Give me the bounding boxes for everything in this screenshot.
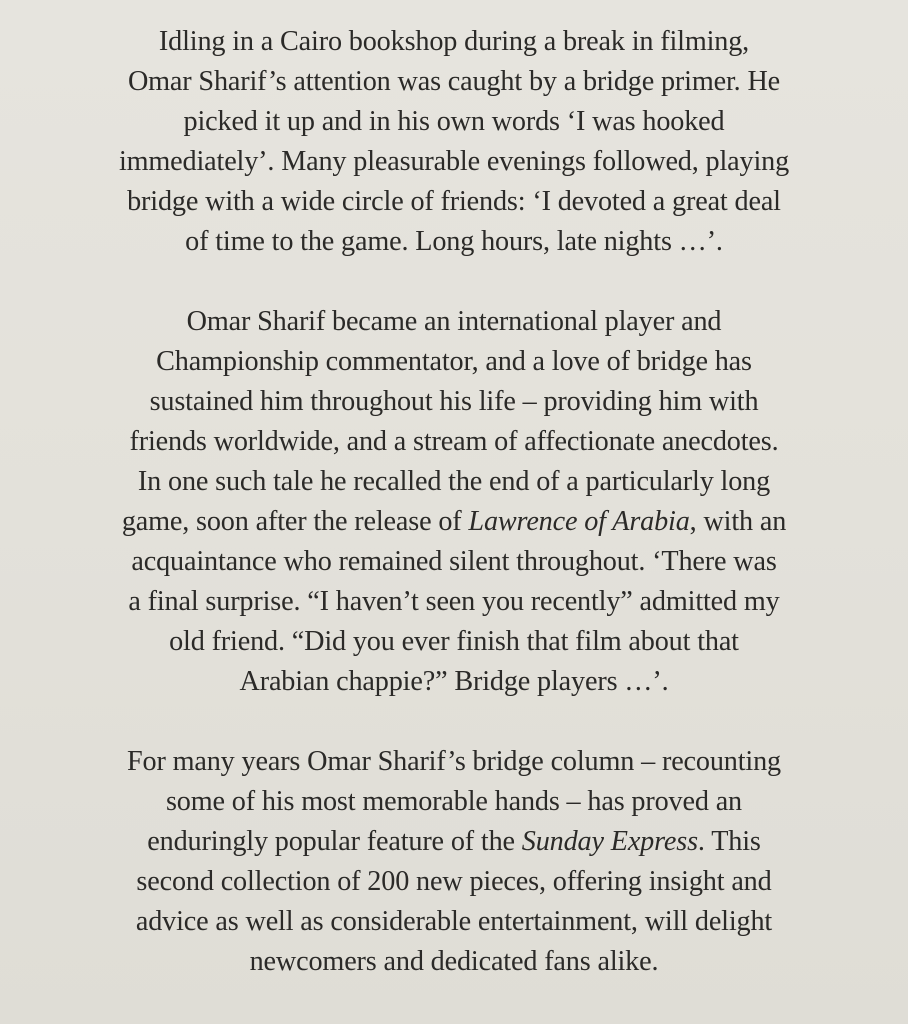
text-line: old friend. “Did you ever finish that film about that: [169, 626, 739, 657]
text-line: Arabian chappie?” Bridge players …’.: [239, 666, 669, 697]
text-line: friends worldwide, and a stream of affectionate anecdotes.: [129, 426, 779, 457]
paragraph-intro: [0, 22, 908, 262]
newspaper-title: Sunday Express: [521, 826, 698, 857]
text-line: advice as well as considerable entertainment, will delight: [135, 906, 773, 937]
text-line: Idling in a Cairo bookshop during a break in filming,: [158, 26, 750, 57]
text-segment: . This: [697, 826, 761, 857]
text-line: newcomers and dedicated fans alike.: [249, 946, 659, 977]
text-line: picked it up and in his own words ‘I was hooked: [183, 106, 725, 137]
text-line: Championship commentator, and a love of bridge has: [156, 346, 752, 377]
text-line: sustained him throughout his life – providing him with: [149, 386, 759, 417]
text-segment: game, soon after the release of: [121, 506, 469, 537]
text-line: of time to the game. Long hours, late nights …’.: [185, 226, 723, 257]
text-segment: , with an: [689, 506, 787, 537]
text-line: a final surprise. “I haven’t seen you recently” admitted my: [128, 586, 780, 617]
text-line: second collection of 200 new pieces, offering insight and: [136, 866, 772, 897]
film-title: Lawrence of Arabia: [468, 506, 690, 537]
text-line: Omar Sharif became an international player and: [186, 306, 722, 337]
paragraph-anecdote: [0, 302, 908, 702]
text-line: [0, 822, 908, 862]
text-line: some of his most memorable hands – has proved an: [165, 786, 742, 817]
text-line: acquaintance who remained silent throughout. ‘There was: [131, 546, 777, 577]
text-line: In one such tale he recalled the end of a particularly long: [137, 466, 771, 497]
text-line: Omar Sharif’s attention was caught by a bridge primer. He: [127, 66, 781, 97]
paragraph-column: [0, 742, 908, 982]
text-line: [0, 502, 908, 542]
text-segment: enduringly popular feature of the: [147, 826, 522, 857]
text-line: bridge with a wide circle of friends: ‘I devoted a great deal: [127, 186, 781, 217]
text-line: immediately’. Many pleasurable evenings followed, playing: [118, 146, 790, 177]
text-line: For many years Omar Sharif’s bridge column – recounting: [127, 746, 781, 777]
